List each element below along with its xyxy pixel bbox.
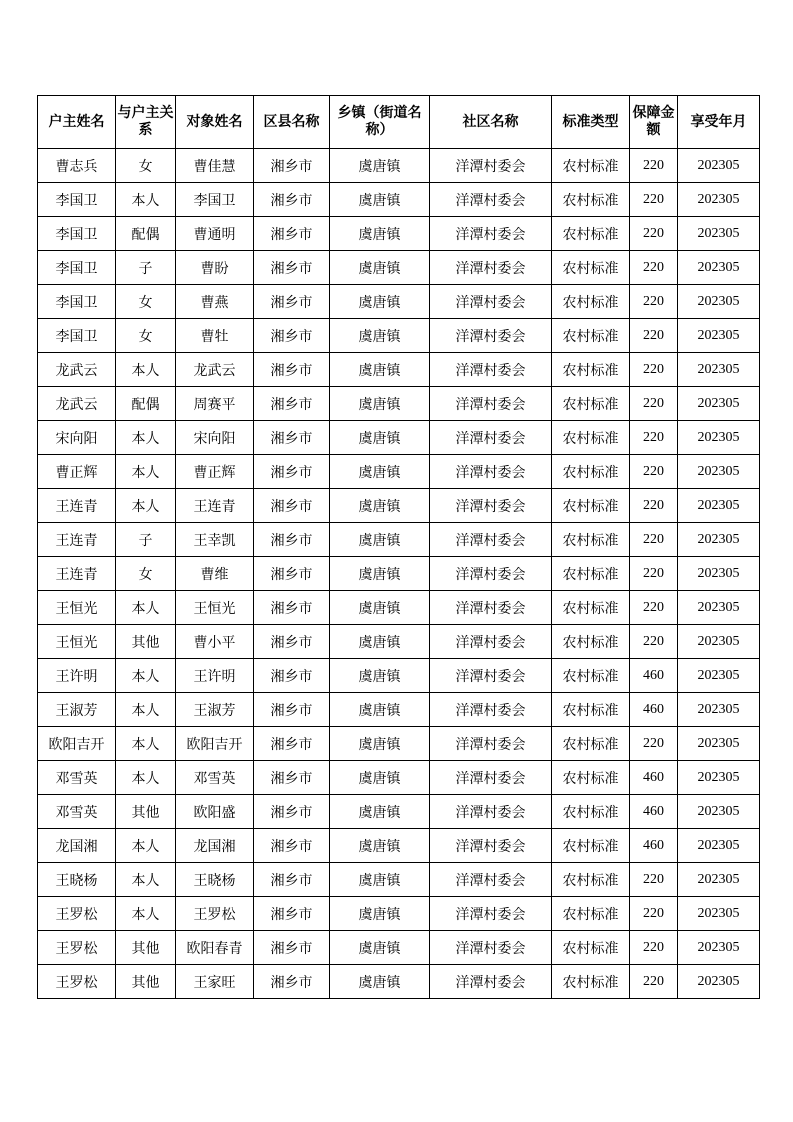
cell-head-of-household: 龙武云: [38, 387, 116, 421]
cell-county: 湘乡市: [254, 931, 330, 965]
cell-township: 虞唐镇: [330, 217, 430, 251]
table-row: [38, 387, 760, 421]
cell-county: 湘乡市: [254, 455, 330, 489]
cell-relation: 本人: [116, 693, 176, 727]
cell-county: 湘乡市: [254, 387, 330, 421]
cell-county: 湘乡市: [254, 149, 330, 183]
cell-subject-name: 王晓杨: [176, 863, 254, 897]
cell-subject-name: 宋向阳: [176, 421, 254, 455]
cell-period: 202305: [678, 217, 760, 251]
cell-subject-name: 王许明: [176, 659, 254, 693]
table-row: [38, 761, 760, 795]
allowance-roster-table: [37, 95, 760, 999]
cell-standard-type: 农村标准: [552, 795, 630, 829]
cell-amount: 220: [630, 183, 678, 217]
cell-community: 洋潭村委会: [430, 149, 552, 183]
cell-community: 洋潭村委会: [430, 489, 552, 523]
cell-relation: 配偶: [116, 387, 176, 421]
cell-relation: 本人: [116, 829, 176, 863]
table-row: [38, 931, 760, 965]
cell-standard-type: 农村标准: [552, 965, 630, 999]
cell-subject-name: 邓雪英: [176, 761, 254, 795]
cell-head-of-household: 王罗松: [38, 965, 116, 999]
cell-relation: 本人: [116, 421, 176, 455]
cell-subject-name: 曹正辉: [176, 455, 254, 489]
cell-community: 洋潭村委会: [430, 761, 552, 795]
cell-county: 湘乡市: [254, 659, 330, 693]
table-row: [38, 489, 760, 523]
cell-amount: 460: [630, 829, 678, 863]
cell-township: 虞唐镇: [330, 489, 430, 523]
cell-township: 虞唐镇: [330, 965, 430, 999]
cell-standard-type: 农村标准: [552, 149, 630, 183]
cell-relation: 本人: [116, 659, 176, 693]
cell-head-of-household: 王连青: [38, 489, 116, 523]
header-community: 社区名称: [430, 96, 552, 149]
cell-amount: 220: [630, 557, 678, 591]
cell-head-of-household: 王许明: [38, 659, 116, 693]
cell-standard-type: 农村标准: [552, 897, 630, 931]
cell-standard-type: 农村标准: [552, 523, 630, 557]
cell-period: 202305: [678, 863, 760, 897]
table-row: [38, 251, 760, 285]
cell-township: 虞唐镇: [330, 693, 430, 727]
cell-head-of-household: 曹志兵: [38, 149, 116, 183]
cell-standard-type: 农村标准: [552, 455, 630, 489]
cell-township: 虞唐镇: [330, 897, 430, 931]
cell-township: 虞唐镇: [330, 829, 430, 863]
cell-amount: 460: [630, 795, 678, 829]
cell-standard-type: 农村标准: [552, 421, 630, 455]
cell-relation: 其他: [116, 625, 176, 659]
cell-township: 虞唐镇: [330, 353, 430, 387]
cell-relation: 本人: [116, 183, 176, 217]
cell-amount: 220: [630, 421, 678, 455]
cell-relation: 本人: [116, 897, 176, 931]
cell-standard-type: 农村标准: [552, 625, 630, 659]
cell-period: 202305: [678, 149, 760, 183]
cell-amount: 460: [630, 761, 678, 795]
cell-period: 202305: [678, 965, 760, 999]
cell-head-of-household: 曹正辉: [38, 455, 116, 489]
cell-period: 202305: [678, 625, 760, 659]
cell-community: 洋潭村委会: [430, 421, 552, 455]
cell-county: 湘乡市: [254, 829, 330, 863]
cell-subject-name: 王罗松: [176, 897, 254, 931]
cell-period: 202305: [678, 251, 760, 285]
cell-period: 202305: [678, 387, 760, 421]
cell-amount: 220: [630, 353, 678, 387]
cell-relation: 本人: [116, 761, 176, 795]
cell-standard-type: 农村标准: [552, 761, 630, 795]
cell-amount: 220: [630, 863, 678, 897]
cell-community: 洋潭村委会: [430, 217, 552, 251]
cell-township: 虞唐镇: [330, 523, 430, 557]
cell-head-of-household: 欧阳吉开: [38, 727, 116, 761]
cell-amount: 220: [630, 591, 678, 625]
cell-subject-name: 欧阳盛: [176, 795, 254, 829]
cell-subject-name: 王家旺: [176, 965, 254, 999]
cell-relation: 本人: [116, 863, 176, 897]
cell-township: 虞唐镇: [330, 319, 430, 353]
cell-community: 洋潭村委会: [430, 183, 552, 217]
cell-community: 洋潭村委会: [430, 557, 552, 591]
cell-relation: 本人: [116, 727, 176, 761]
cell-head-of-household: 王连青: [38, 523, 116, 557]
cell-township: 虞唐镇: [330, 387, 430, 421]
cell-head-of-household: 龙国湘: [38, 829, 116, 863]
table-row: [38, 591, 760, 625]
cell-head-of-household: 李国卫: [38, 183, 116, 217]
header-amount: 保障金额: [630, 96, 678, 149]
cell-community: 洋潭村委会: [430, 523, 552, 557]
cell-amount: 220: [630, 387, 678, 421]
cell-subject-name: 曹维: [176, 557, 254, 591]
table-row: [38, 659, 760, 693]
cell-amount: 460: [630, 693, 678, 727]
cell-amount: 460: [630, 659, 678, 693]
cell-standard-type: 农村标准: [552, 319, 630, 353]
cell-relation: 女: [116, 149, 176, 183]
cell-head-of-household: 李国卫: [38, 285, 116, 319]
cell-township: 虞唐镇: [330, 149, 430, 183]
cell-community: 洋潭村委会: [430, 897, 552, 931]
cell-relation: 其他: [116, 965, 176, 999]
cell-relation: 本人: [116, 353, 176, 387]
cell-township: 虞唐镇: [330, 591, 430, 625]
cell-period: 202305: [678, 557, 760, 591]
cell-county: 湘乡市: [254, 761, 330, 795]
table-row: [38, 455, 760, 489]
cell-county: 湘乡市: [254, 897, 330, 931]
cell-standard-type: 农村标准: [552, 183, 630, 217]
header-relation: 与户主关系: [116, 96, 176, 149]
cell-community: 洋潭村委会: [430, 965, 552, 999]
cell-period: 202305: [678, 523, 760, 557]
cell-township: 虞唐镇: [330, 557, 430, 591]
cell-county: 湘乡市: [254, 353, 330, 387]
cell-community: 洋潭村委会: [430, 285, 552, 319]
cell-county: 湘乡市: [254, 625, 330, 659]
cell-period: 202305: [678, 761, 760, 795]
cell-amount: 220: [630, 897, 678, 931]
cell-amount: 220: [630, 455, 678, 489]
cell-subject-name: 王幸凯: [176, 523, 254, 557]
header-period: 享受年月: [678, 96, 760, 149]
cell-standard-type: 农村标准: [552, 931, 630, 965]
cell-standard-type: 农村标准: [552, 217, 630, 251]
cell-period: 202305: [678, 455, 760, 489]
cell-standard-type: 农村标准: [552, 829, 630, 863]
cell-head-of-household: 王罗松: [38, 897, 116, 931]
cell-amount: 220: [630, 625, 678, 659]
cell-amount: 220: [630, 931, 678, 965]
cell-period: 202305: [678, 591, 760, 625]
cell-period: 202305: [678, 353, 760, 387]
cell-relation: 本人: [116, 591, 176, 625]
cell-period: 202305: [678, 795, 760, 829]
cell-head-of-household: 李国卫: [38, 319, 116, 353]
cell-amount: 220: [630, 217, 678, 251]
cell-community: 洋潭村委会: [430, 625, 552, 659]
cell-head-of-household: 王连青: [38, 557, 116, 591]
cell-standard-type: 农村标准: [552, 693, 630, 727]
cell-subject-name: 曹燕: [176, 285, 254, 319]
table-row: [38, 523, 760, 557]
cell-head-of-household: 邓雪英: [38, 761, 116, 795]
cell-amount: 220: [630, 319, 678, 353]
header-standard-type: 标准类型: [552, 96, 630, 149]
cell-community: 洋潭村委会: [430, 693, 552, 727]
table-row: [38, 285, 760, 319]
cell-relation: 配偶: [116, 217, 176, 251]
cell-period: 202305: [678, 319, 760, 353]
cell-amount: 220: [630, 727, 678, 761]
cell-subject-name: 曹盼: [176, 251, 254, 285]
cell-community: 洋潭村委会: [430, 319, 552, 353]
table-row: [38, 149, 760, 183]
cell-subject-name: 曹牡: [176, 319, 254, 353]
cell-subject-name: 龙国湘: [176, 829, 254, 863]
cell-period: 202305: [678, 285, 760, 319]
table-row: [38, 829, 760, 863]
cell-county: 湘乡市: [254, 523, 330, 557]
cell-amount: 220: [630, 965, 678, 999]
table-row: [38, 727, 760, 761]
cell-community: 洋潭村委会: [430, 455, 552, 489]
cell-subject-name: 欧阳春青: [176, 931, 254, 965]
table-row: [38, 319, 760, 353]
cell-community: 洋潭村委会: [430, 387, 552, 421]
cell-period: 202305: [678, 897, 760, 931]
cell-period: 202305: [678, 693, 760, 727]
cell-head-of-household: 龙武云: [38, 353, 116, 387]
cell-head-of-household: 李国卫: [38, 217, 116, 251]
cell-head-of-household: 王晓杨: [38, 863, 116, 897]
cell-township: 虞唐镇: [330, 183, 430, 217]
cell-relation: 女: [116, 319, 176, 353]
table-body: [38, 149, 760, 999]
header-head-of-household: 户主姓名: [38, 96, 116, 149]
cell-community: 洋潭村委会: [430, 795, 552, 829]
cell-county: 湘乡市: [254, 319, 330, 353]
table-row: [38, 421, 760, 455]
cell-subject-name: 曹小平: [176, 625, 254, 659]
cell-subject-name: 王淑芳: [176, 693, 254, 727]
cell-county: 湘乡市: [254, 183, 330, 217]
cell-period: 202305: [678, 659, 760, 693]
cell-county: 湘乡市: [254, 727, 330, 761]
cell-county: 湘乡市: [254, 557, 330, 591]
table-row: [38, 557, 760, 591]
cell-amount: 220: [630, 285, 678, 319]
cell-standard-type: 农村标准: [552, 591, 630, 625]
cell-period: 202305: [678, 183, 760, 217]
cell-community: 洋潭村委会: [430, 829, 552, 863]
cell-community: 洋潭村委会: [430, 251, 552, 285]
cell-subject-name: 曹佳慧: [176, 149, 254, 183]
cell-relation: 本人: [116, 455, 176, 489]
table-row: [38, 897, 760, 931]
table-row: [38, 965, 760, 999]
cell-township: 虞唐镇: [330, 625, 430, 659]
cell-subject-name: 王恒光: [176, 591, 254, 625]
cell-relation: 子: [116, 523, 176, 557]
cell-relation: 女: [116, 557, 176, 591]
cell-period: 202305: [678, 727, 760, 761]
cell-standard-type: 农村标准: [552, 489, 630, 523]
cell-county: 湘乡市: [254, 965, 330, 999]
cell-county: 湘乡市: [254, 591, 330, 625]
cell-county: 湘乡市: [254, 489, 330, 523]
cell-township: 虞唐镇: [330, 761, 430, 795]
cell-standard-type: 农村标准: [552, 727, 630, 761]
cell-head-of-household: 宋向阳: [38, 421, 116, 455]
cell-county: 湘乡市: [254, 693, 330, 727]
cell-community: 洋潭村委会: [430, 931, 552, 965]
cell-period: 202305: [678, 931, 760, 965]
table-row: [38, 693, 760, 727]
cell-community: 洋潭村委会: [430, 863, 552, 897]
cell-head-of-household: 王淑芳: [38, 693, 116, 727]
cell-subject-name: 龙武云: [176, 353, 254, 387]
cell-township: 虞唐镇: [330, 285, 430, 319]
cell-relation: 子: [116, 251, 176, 285]
cell-standard-type: 农村标准: [552, 659, 630, 693]
cell-township: 虞唐镇: [330, 795, 430, 829]
cell-township: 虞唐镇: [330, 455, 430, 489]
cell-period: 202305: [678, 829, 760, 863]
header-township: 乡镇（街道名称）: [330, 96, 430, 149]
cell-period: 202305: [678, 489, 760, 523]
cell-community: 洋潭村委会: [430, 353, 552, 387]
table-header-row: [38, 96, 760, 149]
cell-standard-type: 农村标准: [552, 353, 630, 387]
cell-relation: 其他: [116, 795, 176, 829]
cell-period: 202305: [678, 421, 760, 455]
cell-subject-name: 曹通明: [176, 217, 254, 251]
cell-amount: 220: [630, 523, 678, 557]
cell-standard-type: 农村标准: [552, 285, 630, 319]
cell-township: 虞唐镇: [330, 863, 430, 897]
cell-standard-type: 农村标准: [552, 387, 630, 421]
cell-county: 湘乡市: [254, 251, 330, 285]
cell-community: 洋潭村委会: [430, 659, 552, 693]
cell-community: 洋潭村委会: [430, 591, 552, 625]
cell-township: 虞唐镇: [330, 931, 430, 965]
table-row: [38, 795, 760, 829]
cell-county: 湘乡市: [254, 217, 330, 251]
cell-township: 虞唐镇: [330, 421, 430, 455]
cell-township: 虞唐镇: [330, 251, 430, 285]
cell-township: 虞唐镇: [330, 659, 430, 693]
cell-amount: 220: [630, 149, 678, 183]
cell-standard-type: 农村标准: [552, 863, 630, 897]
table-row: [38, 183, 760, 217]
cell-subject-name: 王连青: [176, 489, 254, 523]
cell-subject-name: 周赛平: [176, 387, 254, 421]
cell-head-of-household: 李国卫: [38, 251, 116, 285]
cell-relation: 本人: [116, 489, 176, 523]
cell-amount: 220: [630, 251, 678, 285]
cell-amount: 220: [630, 489, 678, 523]
table-row: [38, 625, 760, 659]
cell-community: 洋潭村委会: [430, 727, 552, 761]
cell-standard-type: 农村标准: [552, 557, 630, 591]
cell-township: 虞唐镇: [330, 727, 430, 761]
cell-head-of-household: 王恒光: [38, 591, 116, 625]
header-county: 区县名称: [254, 96, 330, 149]
table-row: [38, 863, 760, 897]
cell-head-of-household: 王罗松: [38, 931, 116, 965]
cell-relation: 其他: [116, 931, 176, 965]
cell-head-of-household: 邓雪英: [38, 795, 116, 829]
cell-county: 湘乡市: [254, 421, 330, 455]
cell-head-of-household: 王恒光: [38, 625, 116, 659]
cell-subject-name: 欧阳吉开: [176, 727, 254, 761]
header-subject-name: 对象姓名: [176, 96, 254, 149]
table-row: [38, 217, 760, 251]
cell-county: 湘乡市: [254, 285, 330, 319]
table-row: [38, 353, 760, 387]
cell-standard-type: 农村标准: [552, 251, 630, 285]
cell-county: 湘乡市: [254, 863, 330, 897]
cell-relation: 女: [116, 285, 176, 319]
cell-county: 湘乡市: [254, 795, 330, 829]
cell-subject-name: 李国卫: [176, 183, 254, 217]
